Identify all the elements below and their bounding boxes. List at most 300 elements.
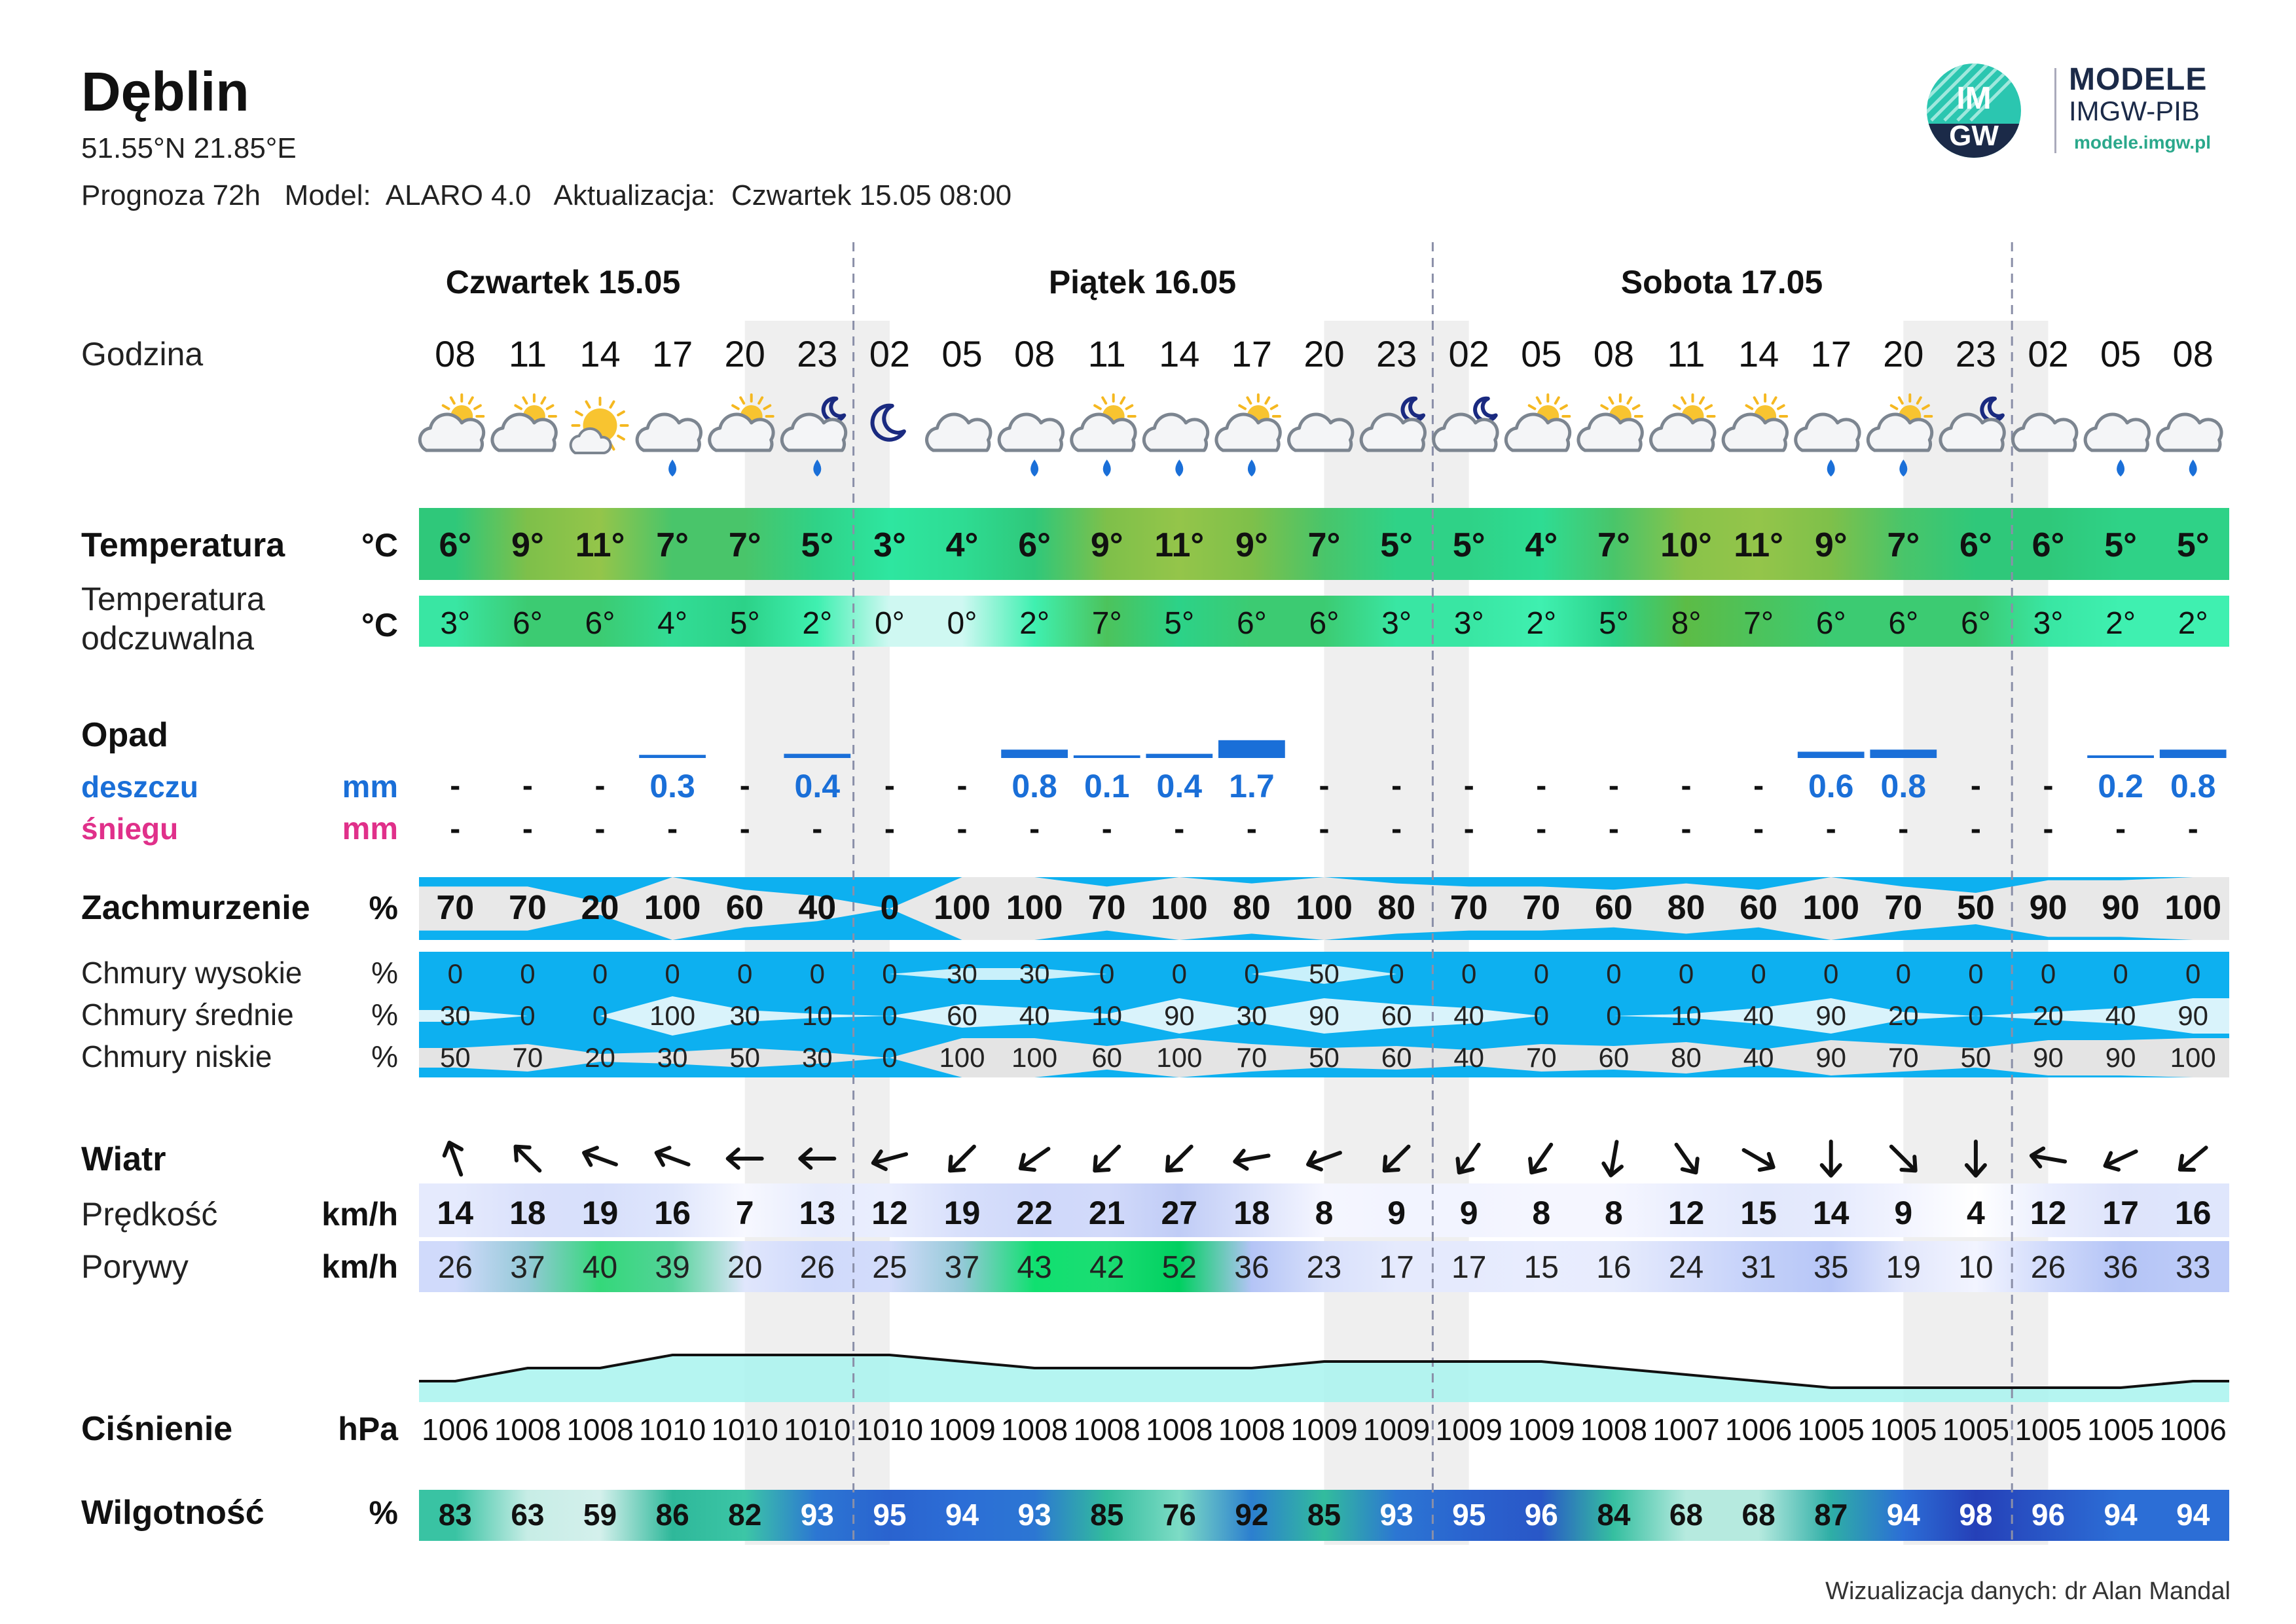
- rain-drop: [668, 460, 676, 477]
- humidity-value: 94: [1886, 1498, 1920, 1532]
- cloud-high-value: 0: [1606, 958, 1622, 989]
- pressure-value: 1009: [1290, 1413, 1358, 1447]
- snow-value: -: [1536, 812, 1547, 846]
- feels-like-value: 2°: [1019, 606, 1050, 641]
- pressure-value: 1005: [1942, 1413, 2010, 1447]
- rain-none: -: [1608, 768, 1619, 803]
- feels-like-value: 0°: [874, 606, 905, 641]
- feels-like-value: 3°: [1381, 606, 1412, 641]
- pressure-value: 1009: [928, 1413, 996, 1447]
- humidity-value: 59: [583, 1498, 617, 1532]
- snow-value: -: [1753, 812, 1764, 846]
- unit-snow: mm: [342, 812, 398, 846]
- gusts-value: 26: [2030, 1250, 2066, 1285]
- rain-bar: [1870, 749, 1937, 758]
- temperature-value: 10°: [1660, 526, 1712, 564]
- label-cloud-high: Chmury wysokie: [81, 956, 302, 990]
- cloud-shape: [1506, 414, 1569, 450]
- sun-ray: [1609, 397, 1613, 403]
- wind-arrow-shaft: [517, 1147, 539, 1170]
- cloud-high-value: 50: [1309, 958, 1339, 989]
- cloud-low-value: 100: [939, 1042, 985, 1073]
- wind-speed-value: 16: [654, 1195, 691, 1231]
- cloud-shape: [1578, 414, 1642, 450]
- humidity-value: 92: [1235, 1498, 1269, 1532]
- unit-cloud: %: [369, 890, 398, 926]
- rain-value: 0.8: [2170, 768, 2216, 804]
- snow-value: -: [1681, 812, 1692, 846]
- feels-like-value: 6°: [1815, 606, 1846, 641]
- logo-badge-top: IM: [1956, 81, 1992, 116]
- wind-arrow-icon: [1088, 1140, 1125, 1178]
- temperature-value: 4°: [1525, 526, 1558, 564]
- unit-humidity: %: [369, 1494, 398, 1531]
- rain-bar: [639, 755, 706, 758]
- temperature-value: 4°: [945, 526, 979, 564]
- page-title: Dęblin: [81, 61, 249, 122]
- snow-value: -: [1391, 812, 1402, 846]
- cloud-high-value: 0: [2113, 958, 2128, 989]
- cloud-high-value: 30: [1019, 958, 1050, 989]
- cloud-high-value: 0: [737, 958, 753, 989]
- hour-label: 17: [1810, 333, 1851, 374]
- pressure-value: 1009: [1362, 1413, 1430, 1447]
- hour-label: 23: [1376, 333, 1417, 374]
- rain-bar: [2160, 749, 2227, 758]
- cloud-total-value: 60: [1594, 889, 1633, 927]
- sun-ray: [1778, 406, 1784, 409]
- humidity-value: 84: [1597, 1498, 1631, 1532]
- rain-none: -: [1681, 768, 1692, 803]
- temperature-value: 5°: [1452, 526, 1485, 564]
- unit-temperature: °C: [361, 527, 398, 564]
- snow-value: -: [1319, 812, 1330, 846]
- cloud-total-value: 100: [1150, 889, 1208, 927]
- sun-ray: [733, 406, 738, 409]
- cloud-sun-icon: [1651, 395, 1715, 450]
- gusts-value: 25: [872, 1250, 907, 1285]
- sun-ray: [1705, 406, 1711, 409]
- sun-ray: [1747, 406, 1753, 409]
- snow-value: -: [522, 812, 533, 846]
- feels-like-value: 5°: [1164, 606, 1195, 641]
- label-hour: Godzina: [81, 336, 204, 372]
- wind-arrow-icon: [441, 1140, 469, 1178]
- pressure-value: 1005: [1870, 1413, 1937, 1447]
- humidity-value: 93: [800, 1498, 834, 1532]
- hour-label: 02: [2028, 333, 2069, 374]
- temperature-value: 11°: [575, 526, 625, 564]
- cloud-low-value: 100: [1156, 1042, 1203, 1073]
- humidity-value: 85: [1307, 1498, 1341, 1532]
- cloud-rain-icon: [1796, 414, 1859, 477]
- cloud-total-value: 100: [1006, 889, 1063, 927]
- cloud-mid-value: 20: [2033, 1000, 2064, 1031]
- rain-none: -: [2043, 768, 2054, 803]
- rain-value: 0.1: [1084, 768, 1130, 804]
- sun-ray: [523, 397, 526, 403]
- wind-speed-value: 16: [2174, 1195, 2212, 1231]
- temperature-value: 7°: [1307, 526, 1341, 564]
- rain-none: -: [884, 768, 895, 803]
- sun-ray: [541, 397, 545, 403]
- gusts-value: 15: [1523, 1250, 1559, 1285]
- gusts-value: 37: [944, 1250, 980, 1285]
- wind-speed-value: 8: [1532, 1195, 1551, 1231]
- sun-cloud-icon: [571, 398, 628, 453]
- gusts-value: 36: [1234, 1250, 1269, 1285]
- cloud-total-value: 90: [2102, 889, 2140, 927]
- feels-like-value: 8°: [1671, 606, 1702, 641]
- unit-gusts: km/h: [321, 1248, 398, 1285]
- cloud-rain-icon: [2158, 414, 2221, 477]
- label-gusts: Porywy: [81, 1248, 189, 1285]
- cloud-sun-icon: [420, 395, 483, 450]
- cloud-shape: [710, 414, 773, 450]
- temperature-value: 7°: [656, 526, 689, 564]
- rain-bar: [1146, 754, 1212, 758]
- wind-speed-value: 17: [2102, 1195, 2139, 1231]
- wind-speed-value: 14: [1812, 1195, 1850, 1231]
- cloud-low-value: 90: [1815, 1042, 1847, 1073]
- sun-ray: [1773, 397, 1776, 403]
- wind-arrow-icon: [2102, 1143, 2140, 1174]
- cloud-total-value: 100: [644, 889, 701, 927]
- sun-ray: [618, 412, 624, 415]
- sun-ray: [1561, 406, 1567, 409]
- cloud-mid-value: 0: [1533, 1000, 1549, 1031]
- temperature-value: 6°: [2032, 526, 2065, 564]
- gusts-value: 36: [2103, 1250, 2138, 1285]
- rain-none: -: [1391, 768, 1402, 803]
- feels-like-value: 4°: [657, 606, 688, 641]
- cloud-mid-value: 10: [1091, 1000, 1123, 1031]
- gusts-value: 17: [1451, 1250, 1487, 1285]
- feels-like-value: 5°: [1598, 606, 1629, 641]
- label-cloud: Zachmurzenie: [81, 889, 310, 927]
- humidity-value: 96: [1524, 1498, 1558, 1532]
- pressure-value: 1010: [856, 1413, 924, 1447]
- cloud-total-value: 100: [934, 889, 991, 927]
- feels-like-value: 6°: [512, 606, 543, 641]
- cloud-total-value: 60: [1740, 889, 1778, 927]
- cloud-mid-value: 0: [592, 1000, 608, 1031]
- snow-value: -: [957, 812, 968, 846]
- hour-label: 11: [508, 333, 547, 374]
- label-humidity: Wilgotność: [81, 1494, 264, 1532]
- wind-speed-value: 7: [735, 1195, 754, 1231]
- feels-like-value: 6°: [1236, 606, 1267, 641]
- wind-speed-value: 12: [871, 1195, 908, 1231]
- cloud-high-value: 0: [2040, 958, 2056, 989]
- cloud-total-value: 70: [508, 889, 547, 927]
- wind-speed-value: 15: [1740, 1195, 1777, 1231]
- hour-label: 11: [1667, 333, 1705, 374]
- cloud-shape: [2158, 414, 2221, 450]
- cloud-icon: [927, 414, 991, 450]
- wind-speed-value: 9: [1459, 1195, 1478, 1231]
- pressure-value: 1008: [494, 1413, 562, 1447]
- rain-value: 0.8: [1011, 768, 1057, 804]
- sun-ray: [443, 406, 449, 409]
- feels-like-value: 6°: [585, 606, 615, 641]
- cloud-low-value: 70: [1887, 1042, 1919, 1073]
- snow-value: -: [1463, 812, 1474, 846]
- unit-speed: km/h: [321, 1196, 398, 1233]
- cloud-low-value: 20: [585, 1042, 615, 1073]
- cloud-mid-value: 60: [1381, 1000, 1412, 1031]
- sun-ray: [1682, 397, 1685, 403]
- cloud-total-value: 70: [1087, 889, 1126, 927]
- cloud-low-value: 50: [1309, 1042, 1339, 1073]
- unit-cloud-high: %: [371, 956, 398, 990]
- cloud-total-value: 20: [581, 889, 619, 927]
- wind-arrow-shaft: [1677, 1145, 1696, 1172]
- label-temperature: Temperatura: [81, 526, 285, 564]
- wind-speed-value: 19: [581, 1195, 619, 1231]
- cloud-rain-icon: [637, 414, 701, 477]
- sun-ray: [1121, 397, 1124, 403]
- pressure-value: 1009: [1435, 1413, 1503, 1447]
- cloud-high-value: 0: [1099, 958, 1115, 989]
- cloud-sun-rain-icon: [1216, 395, 1280, 477]
- wind-arrow-icon: [1161, 1140, 1198, 1178]
- rain-none: -: [1970, 768, 1981, 803]
- wind-arrow-icon: [653, 1144, 691, 1173]
- snow-value: -: [1246, 812, 1257, 846]
- cloud-low-value: 40: [1743, 1042, 1774, 1073]
- cloud-total-value: 60: [725, 889, 764, 927]
- sun-ray: [587, 402, 590, 408]
- sun-ray: [1891, 406, 1897, 409]
- rain-none: -: [957, 768, 968, 803]
- temperature-value: 5°: [2176, 526, 2210, 564]
- sun-ray: [1674, 406, 1680, 409]
- hour-label: 05: [2100, 333, 2141, 374]
- cloud-low-value: 30: [657, 1042, 688, 1073]
- hour-label: 23: [1955, 333, 1997, 374]
- cloud-high-value: 0: [1389, 958, 1404, 989]
- cloud-total-value: 100: [1802, 889, 1860, 927]
- wind-arrow-shaft: [2181, 1147, 2206, 1168]
- cloud-total-value: 40: [798, 889, 837, 927]
- rain-drop: [1175, 460, 1183, 477]
- unit-feels: °C: [361, 607, 398, 643]
- rain-bar: [1218, 740, 1285, 758]
- unit-pressure: hPa: [338, 1411, 398, 1447]
- cloud-high-value: 0: [809, 958, 825, 989]
- cloud-low-value: 50: [439, 1042, 471, 1073]
- cloud-mid-value: 0: [882, 1000, 898, 1031]
- wind-arrow-icon: [943, 1140, 981, 1178]
- cloud-shape: [1651, 414, 1715, 450]
- snow-value: -: [884, 812, 895, 846]
- logo-url[interactable]: modele.imgw.pl: [2074, 132, 2211, 153]
- snow-value: -: [594, 812, 606, 846]
- wind-speed-value: 14: [437, 1195, 474, 1231]
- wind-speed-value: 12: [2030, 1195, 2067, 1231]
- logo-title: MODELE: [2069, 62, 2208, 97]
- feels-like-value: 3°: [1453, 606, 1484, 641]
- feels-like-value: 6°: [1309, 606, 1339, 641]
- wind-speed-value: 18: [509, 1195, 546, 1231]
- cloud-low-value: 0: [882, 1042, 898, 1073]
- wind-speed-value: 9: [1387, 1195, 1406, 1231]
- cloud-low-value: 60: [1598, 1042, 1630, 1073]
- gusts-value: 10: [1958, 1250, 1994, 1285]
- cloud-mid-value: 0: [1968, 1000, 1984, 1031]
- sun-ray: [1899, 397, 1903, 403]
- cloud-high-value: 0: [1678, 958, 1694, 989]
- forecast-meta: Prognoza 72h Model: ALARO 4.0 Aktualizacja: Czwartek 15.05 08:00: [81, 179, 1012, 211]
- cloud-shape: [1868, 414, 1931, 450]
- cloud-high-value: 0: [1171, 958, 1187, 989]
- rain-none: -: [1319, 768, 1330, 803]
- cloud-high-value: 0: [592, 958, 608, 989]
- cloud-total-value: 50: [1956, 889, 1995, 927]
- temperature-value: 7°: [728, 526, 761, 564]
- sun-ray: [740, 397, 744, 403]
- hour-label: 20: [724, 333, 765, 374]
- temperature-value: 6°: [1959, 526, 1992, 564]
- label-cloud-mid: Chmury średnie: [81, 998, 294, 1032]
- hour-label: 02: [869, 333, 911, 374]
- pressure-value: 1006: [2159, 1413, 2227, 1447]
- sun-ray: [1529, 406, 1535, 409]
- rain-none: -: [522, 768, 533, 803]
- cloud-high-value: 0: [1895, 958, 1911, 989]
- cloud-sun-icon: [1506, 395, 1569, 450]
- pressure-value: 1008: [566, 1413, 634, 1447]
- wind-speed-value: 18: [1233, 1195, 1270, 1231]
- temperature-value: 7°: [1597, 526, 1630, 564]
- cloud-high-value: 0: [1461, 958, 1477, 989]
- cloud-total-value: 90: [2029, 889, 2068, 927]
- cloud-high-value: 0: [1823, 958, 1839, 989]
- sun-ray: [1266, 397, 1269, 403]
- gusts-value: 43: [1017, 1250, 1052, 1285]
- humidity-value: 76: [1162, 1498, 1196, 1532]
- cloud-low-value: 90: [2033, 1042, 2064, 1073]
- hour-label: 23: [797, 333, 838, 374]
- sun-ray: [547, 406, 553, 409]
- snow-value: -: [2115, 812, 2126, 846]
- cloud-mid-value: 40: [1743, 1000, 1774, 1031]
- humidity-value: 94: [2176, 1498, 2210, 1532]
- sun-ray: [1102, 397, 1106, 403]
- feels-like-value: 3°: [440, 606, 471, 641]
- cloud-sun-icon: [1723, 395, 1787, 450]
- rain-value: 0.6: [1808, 768, 1854, 804]
- gusts-value: 31: [1741, 1250, 1776, 1285]
- rain-none: -: [1463, 768, 1474, 803]
- sun-ray: [451, 397, 454, 403]
- wind-speed-value: 8: [1604, 1195, 1623, 1231]
- cloud-high-value: 0: [447, 958, 463, 989]
- wind-arrow-icon: [509, 1140, 547, 1178]
- wind-arrow-icon: [2174, 1141, 2212, 1177]
- temperature-value: 3°: [873, 526, 906, 564]
- hour-label: 14: [1159, 333, 1200, 374]
- pressure-value: 1009: [1508, 1413, 1575, 1447]
- sun-ray: [1537, 397, 1540, 403]
- cloud-shape: [1144, 414, 1207, 450]
- cloud-rain-icon: [1144, 414, 1207, 477]
- label-speed: Prędkość: [81, 1196, 218, 1233]
- gusts-value: 40: [582, 1250, 618, 1285]
- wind-arrow-icon: [1524, 1140, 1559, 1178]
- unit-rain: mm: [342, 770, 398, 804]
- wind-arrow-icon: [1602, 1140, 1626, 1177]
- label-feels-1: Temperatura: [81, 581, 265, 617]
- cloud-mid-value: 0: [520, 1000, 536, 1031]
- cloud-low-value: 90: [2105, 1042, 2136, 1073]
- rain-value: 0.8: [1880, 768, 1927, 804]
- humidity-value: 94: [2104, 1498, 2138, 1532]
- cloud-high-value: 0: [520, 958, 536, 989]
- rain-value: 0.3: [649, 768, 695, 804]
- humidity-value: 82: [728, 1498, 762, 1532]
- sun-ray: [1239, 406, 1245, 409]
- temperature-value: 6°: [1018, 526, 1051, 564]
- rain-none: -: [450, 768, 461, 803]
- sun-ray: [1633, 406, 1639, 409]
- rain-none: -: [1536, 768, 1547, 803]
- pressure-value: 1007: [1652, 1413, 1720, 1447]
- cloud-mid-value: 100: [649, 1000, 696, 1031]
- pressure-value: 1008: [1580, 1413, 1648, 1447]
- wind-arrow-icon: [1669, 1140, 1704, 1178]
- hour-label: 17: [1231, 333, 1273, 374]
- cloud-low-value: 60: [1091, 1042, 1123, 1073]
- pressure-value: 1010: [711, 1413, 778, 1447]
- day-header-3: Sobota 17.05: [1620, 264, 1823, 300]
- hour-label: 14: [1738, 333, 1779, 374]
- wind-speed-value: 8: [1315, 1195, 1334, 1231]
- temperature-value: 5°: [1380, 526, 1413, 564]
- label-pressure: Ciśnienie: [81, 1410, 233, 1448]
- label-rain: deszczu: [81, 770, 198, 804]
- wind-arrow-shaft: [1021, 1149, 1048, 1168]
- wind-arrow-shaft: [1533, 1145, 1552, 1172]
- cloud-high-value: 0: [1533, 958, 1549, 989]
- cloud-total-value: 80: [1667, 889, 1705, 927]
- hour-label: 17: [651, 333, 693, 374]
- cloud-mid-value: 10: [801, 1000, 833, 1031]
- rain-drop: [1103, 460, 1111, 477]
- credit: Wizualizacja danych: dr Alan Mandal: [1825, 1578, 2231, 1605]
- cloud-shape: [1796, 414, 1859, 450]
- cloud-high-value: 0: [2185, 958, 2201, 989]
- humidity-value: 95: [1452, 1498, 1486, 1532]
- cloud-low-value: 40: [1453, 1042, 1485, 1073]
- gusts-value: 35: [1813, 1250, 1849, 1285]
- cloud-mid-value: 90: [1163, 1000, 1195, 1031]
- row-labels: [81, 336, 399, 1532]
- label-precip: Opad: [81, 716, 168, 754]
- cloud-total-value: 80: [1377, 889, 1416, 927]
- temperature-value: 5°: [2104, 526, 2137, 564]
- unit-cloud-low: %: [371, 1039, 398, 1074]
- humidity-value: 93: [1017, 1498, 1051, 1532]
- snow-value: -: [812, 812, 823, 846]
- moon-shape: [1475, 399, 1496, 421]
- label-wind: Wiatr: [81, 1140, 166, 1178]
- rain-value: 0.2: [2098, 768, 2143, 804]
- cloud-shape: [492, 414, 556, 450]
- cloud-high-value: 0: [1968, 958, 1984, 989]
- pressure-value: 1005: [2086, 1413, 2155, 1447]
